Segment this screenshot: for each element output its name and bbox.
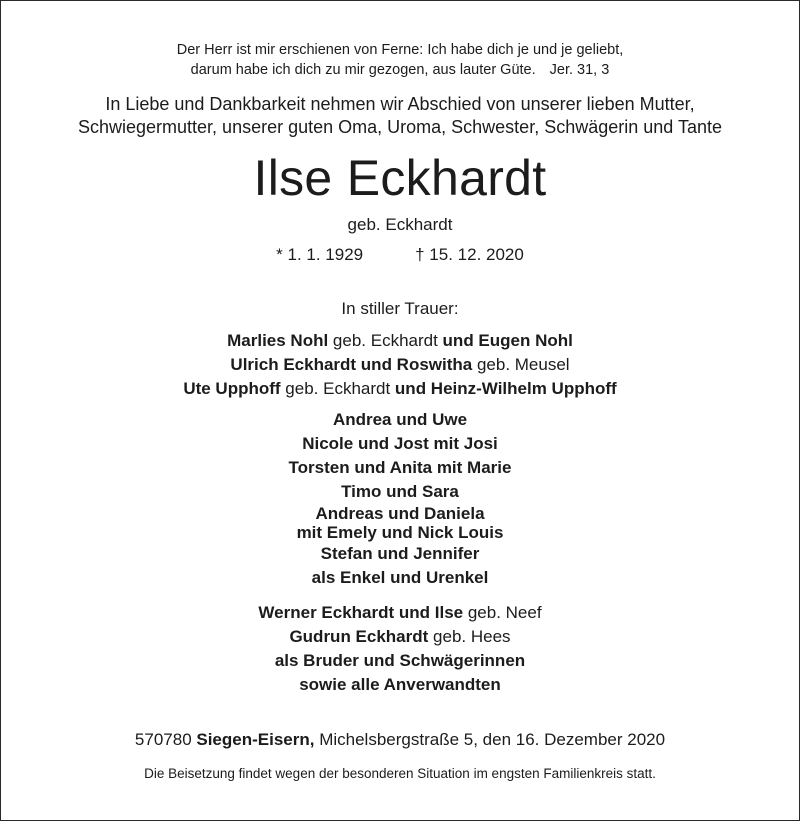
child-maiden: geb. Eckhardt: [280, 379, 395, 398]
grandchild-entry: Andrea und Uwe: [332, 410, 468, 429]
relatives-caption: [0, 673, 800, 697]
child-name: Marlies Nohl: [227, 331, 329, 350]
sibling-caption: [0, 649, 800, 673]
grandchildren-caption: als Enkel und Urenkel: [311, 568, 489, 587]
grandchild-entry: Nicole und Jost mit Josi: [302, 434, 498, 453]
grandchild-entry: Andreas und Daniela: [315, 504, 485, 523]
verse-reference: Jer. 31, 3: [549, 62, 610, 78]
relatives-caption-text: sowie alle Anverwandten: [299, 675, 501, 694]
verse-line-1: Der Herr ist mir erschienen von Ferne: Ich habe dich je und je geliebt,: [176, 42, 624, 58]
grandchild-entry: mit Emely und Nick Louis: [296, 523, 504, 542]
child-spouse: und Eugen Nohl: [442, 331, 573, 350]
intro-line-1: In Liebe und Dankbarkeit nehmen wir Abschied von unserer lieben Mutter,: [105, 94, 695, 114]
child-name: Ulrich Eckhardt und Roswitha: [230, 355, 473, 374]
sibling-maiden: geb. Hees: [428, 627, 511, 646]
siblings-list: [0, 601, 800, 697]
grandchild-entry: Timo und Sara: [341, 482, 459, 501]
grandchild-entry: Stefan und Jennifer: [320, 544, 480, 563]
intro-line-2: Schwiegermutter, unserer guten Oma, Uroma, Schwester, Schwägerin und Tante: [78, 117, 722, 137]
street-and-date: Michelsbergstraße 5, den 16. Dezember 2020: [314, 730, 666, 749]
death-date: † 15. 12. 2020: [415, 245, 524, 264]
sibling-maiden: geb. Neef: [463, 603, 542, 622]
child-maiden: geb. Eckhardt: [328, 331, 443, 350]
verse-line-2-text: darum habe ich dich zu mir gezogen, aus lauter Güte.: [190, 62, 536, 78]
children-list: [0, 329, 800, 401]
child-spouse: und Heinz-Wilhelm Upphoff: [394, 379, 617, 398]
sibling-entry: [0, 601, 800, 625]
bible-verse: [0, 40, 800, 80]
child-entry: [0, 377, 800, 401]
child-entry: [0, 329, 800, 353]
sibling-name: Gudrun Eckhardt: [289, 627, 429, 646]
postcode: 570780: [134, 730, 197, 749]
address-line: [0, 729, 800, 751]
maiden-name: geb. Eckhardt: [347, 215, 453, 234]
deceased-name: Ilse Eckhardt: [253, 150, 547, 206]
mourning-heading: In stiller Trauer:: [341, 299, 459, 318]
grandchildren-list: [0, 408, 800, 590]
child-entry: [0, 353, 800, 377]
birth-date: * 1. 1. 1929: [276, 245, 364, 264]
sibling-entry: [0, 625, 800, 649]
intro-text: [0, 93, 800, 139]
sibling-caption-text: als Bruder und Schwägerinnen: [274, 651, 526, 670]
funeral-note: Die Beisetzung findet wegen der besonderen Situation im engsten Familienkreis statt.: [144, 766, 656, 781]
place-name: Siegen-Eisern,: [196, 730, 315, 749]
sibling-name: Werner Eckhardt und Ilse: [258, 603, 464, 622]
verse-line-2: [0, 60, 800, 80]
child-maiden: geb. Meusel: [472, 355, 570, 374]
life-dates: [0, 244, 800, 266]
grandchild-entry: Torsten und Anita mit Marie: [288, 458, 512, 477]
child-name: Ute Upphoff: [183, 379, 281, 398]
